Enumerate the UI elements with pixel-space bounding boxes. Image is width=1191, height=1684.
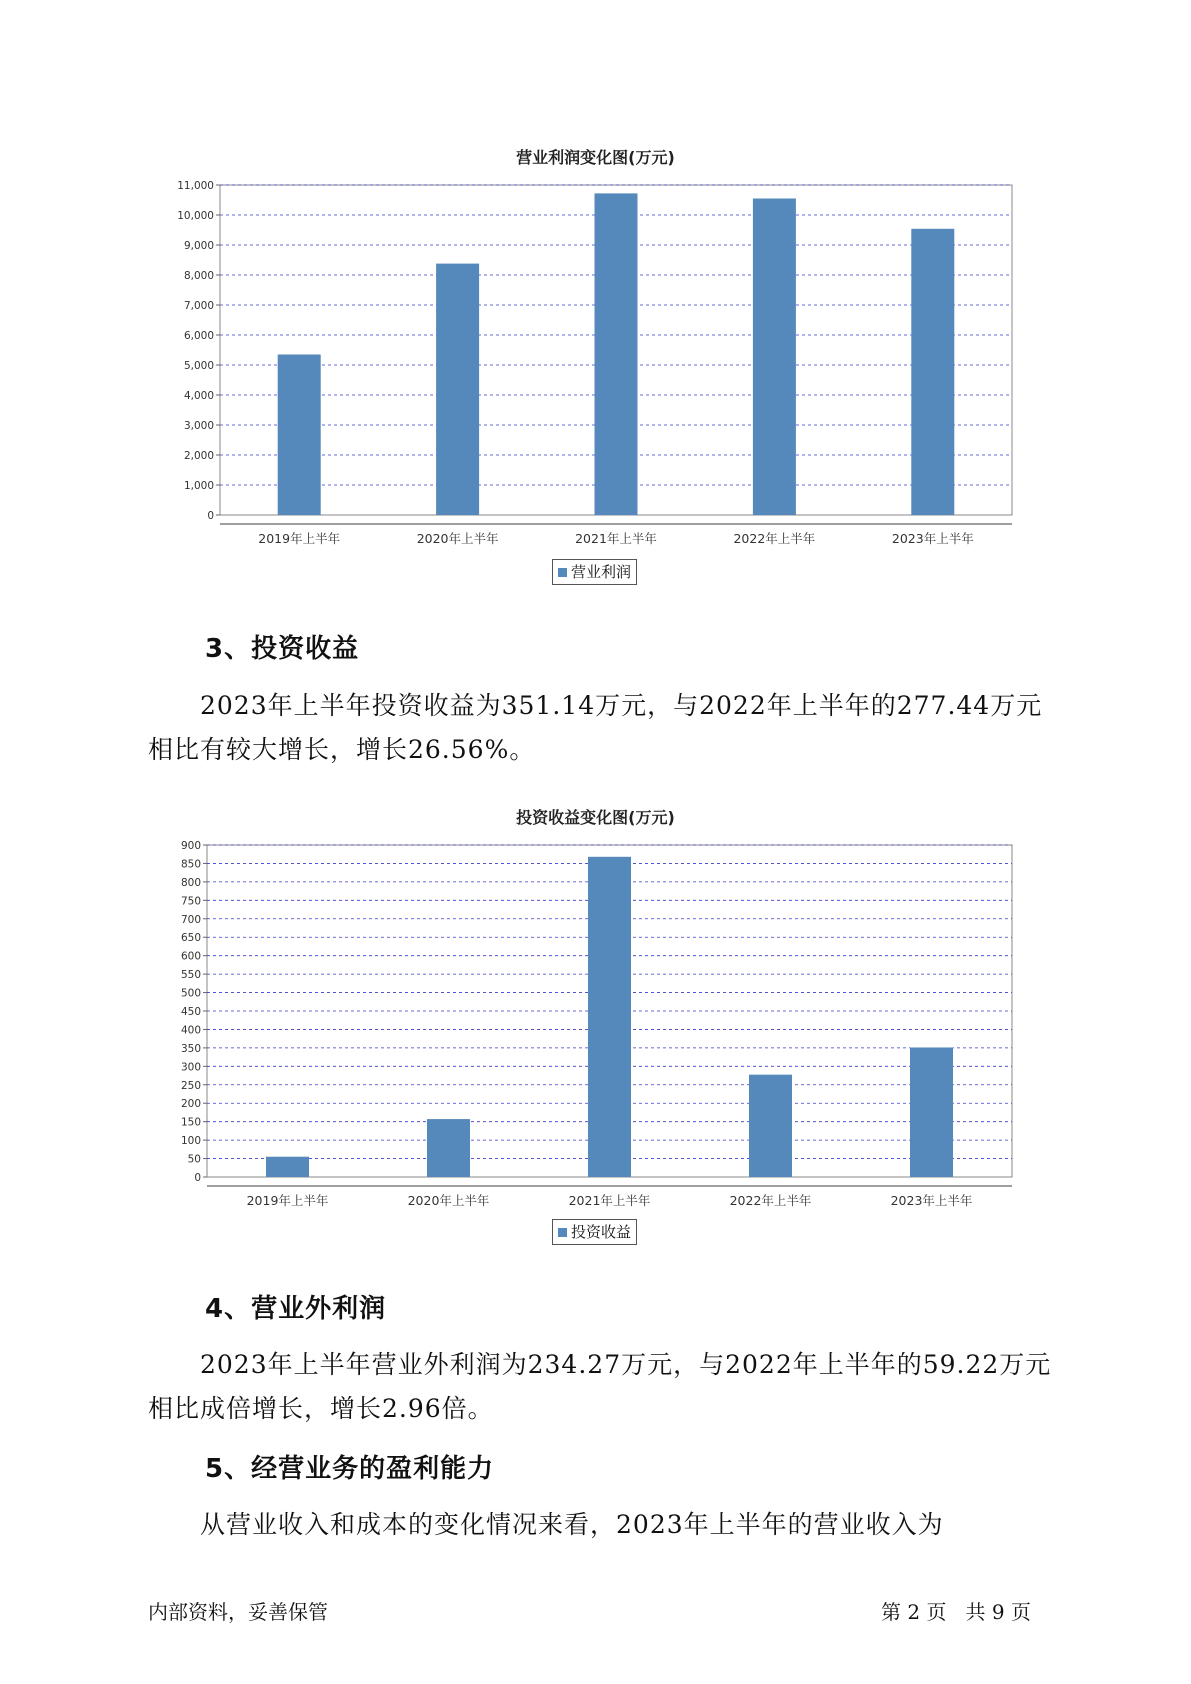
y-tick-label: 11,000 [177, 180, 214, 192]
bar-2020年上半年 [427, 1119, 470, 1177]
chart2-legend-label: 投资收益 [571, 1223, 632, 1241]
y-tick-label: 250 [180, 1079, 201, 1092]
bar-2021年上半年 [595, 193, 638, 515]
section4-paragraph [148, 1343, 1068, 1431]
y-tick-label: 5,000 [183, 360, 214, 372]
section5-paragraph [148, 1503, 1068, 1547]
y-tick-label: 800 [180, 876, 201, 889]
y-tick-label: 700 [180, 913, 201, 926]
x-tick-label: 2022年上半年 [733, 531, 816, 546]
x-tick-label: 2019年上半年 [246, 1193, 329, 1208]
bar-2023年上半年 [911, 229, 954, 515]
x-tick-label: 2023年上半年 [890, 1193, 973, 1208]
y-tick-label: 2,000 [183, 450, 214, 462]
x-tick-label: 2019年上半年 [258, 531, 341, 546]
y-tick-label: 550 [180, 969, 201, 982]
section3-line-1: 2023年上半年投资收益为351.14万元，与2022年上半年的277.44万元 [200, 691, 1043, 720]
y-tick-label: 650 [180, 932, 201, 945]
y-tick-label: 150 [180, 1116, 201, 1129]
bar-2023年上半年 [910, 1047, 953, 1177]
y-tick-label: 50 [187, 1153, 201, 1166]
y-tick-label: 400 [180, 1024, 201, 1037]
bar-2021年上半年 [588, 857, 631, 1177]
x-tick-label: 2020年上半年 [416, 531, 499, 546]
section3-paragraph [148, 684, 1068, 772]
section5-line-1: 从营业收入和成本的变化情况来看，2023年上半年的营业收入为 [200, 1510, 944, 1539]
bar-2019年上半年 [266, 1157, 309, 1177]
y-tick-label: 0 [207, 510, 214, 522]
x-tick-label: 2021年上半年 [568, 1193, 651, 1208]
footer-page-number: 第 2 页 共 9 页 [881, 1600, 1031, 1624]
legend-swatch [558, 1228, 567, 1237]
footer-confidential: 内部资料，妥善保管 [148, 1600, 328, 1624]
chart2-legend [552, 1219, 637, 1245]
y-tick-label: 600 [180, 950, 201, 963]
section4-line-1: 2023年上半年营业外利润为234.27万元，与2022年上半年的59.22万元 [200, 1350, 1052, 1379]
bar-2020年上半年 [436, 264, 479, 515]
y-tick-label: 9,000 [183, 240, 214, 252]
bar-2022年上半年 [749, 1075, 792, 1177]
y-tick-label: 450 [180, 1006, 201, 1018]
y-tick-label: 3,000 [183, 420, 214, 432]
y-tick-label: 8,000 [183, 270, 214, 282]
y-tick-label: 200 [180, 1098, 201, 1111]
y-tick-label: 7,000 [183, 300, 214, 312]
y-tick-label: 10,000 [177, 210, 214, 222]
section5-heading: 5、经营业务的盈利能力 [205, 1454, 495, 1484]
section4-heading: 4、营业外利润 [205, 1294, 387, 1324]
x-tick-label: 2023年上半年 [891, 531, 974, 546]
y-tick-label: 4,000 [183, 390, 214, 402]
y-tick-label: 0 [194, 1172, 201, 1184]
chart2-investment-income [0, 830, 1191, 1230]
y-tick-label: 750 [180, 895, 201, 908]
y-tick-label: 300 [180, 1061, 201, 1074]
chart2-title: 投资收益变化图(万元) [516, 808, 675, 827]
section4-line-2: 相比成倍增长，增长2.96倍。 [148, 1394, 494, 1423]
legend-swatch [558, 568, 567, 577]
y-tick-label: 850 [180, 858, 201, 871]
y-tick-label: 100 [180, 1135, 201, 1148]
x-tick-label: 2020年上半年 [407, 1193, 490, 1208]
y-tick-label: 350 [180, 1042, 201, 1055]
section3-heading: 3、投资收益 [205, 634, 360, 664]
chart1-legend [552, 559, 637, 585]
y-tick-label: 500 [180, 987, 201, 1000]
x-tick-label: 2022年上半年 [729, 1193, 812, 1208]
chart1-title: 营业利润变化图(万元) [516, 148, 675, 167]
y-tick-label: 900 [180, 840, 201, 852]
y-tick-label: 1,000 [183, 480, 214, 492]
section3-line-2: 相比有较大增长，增长26.56%。 [148, 735, 536, 764]
chart1-operating-profit [0, 170, 1191, 570]
chart1-legend-label: 营业利润 [571, 563, 632, 581]
x-tick-label: 2021年上半年 [575, 531, 657, 546]
bar-2022年上半年 [753, 199, 796, 516]
bar-2019年上半年 [278, 355, 321, 516]
y-tick-label: 6,000 [183, 330, 214, 342]
